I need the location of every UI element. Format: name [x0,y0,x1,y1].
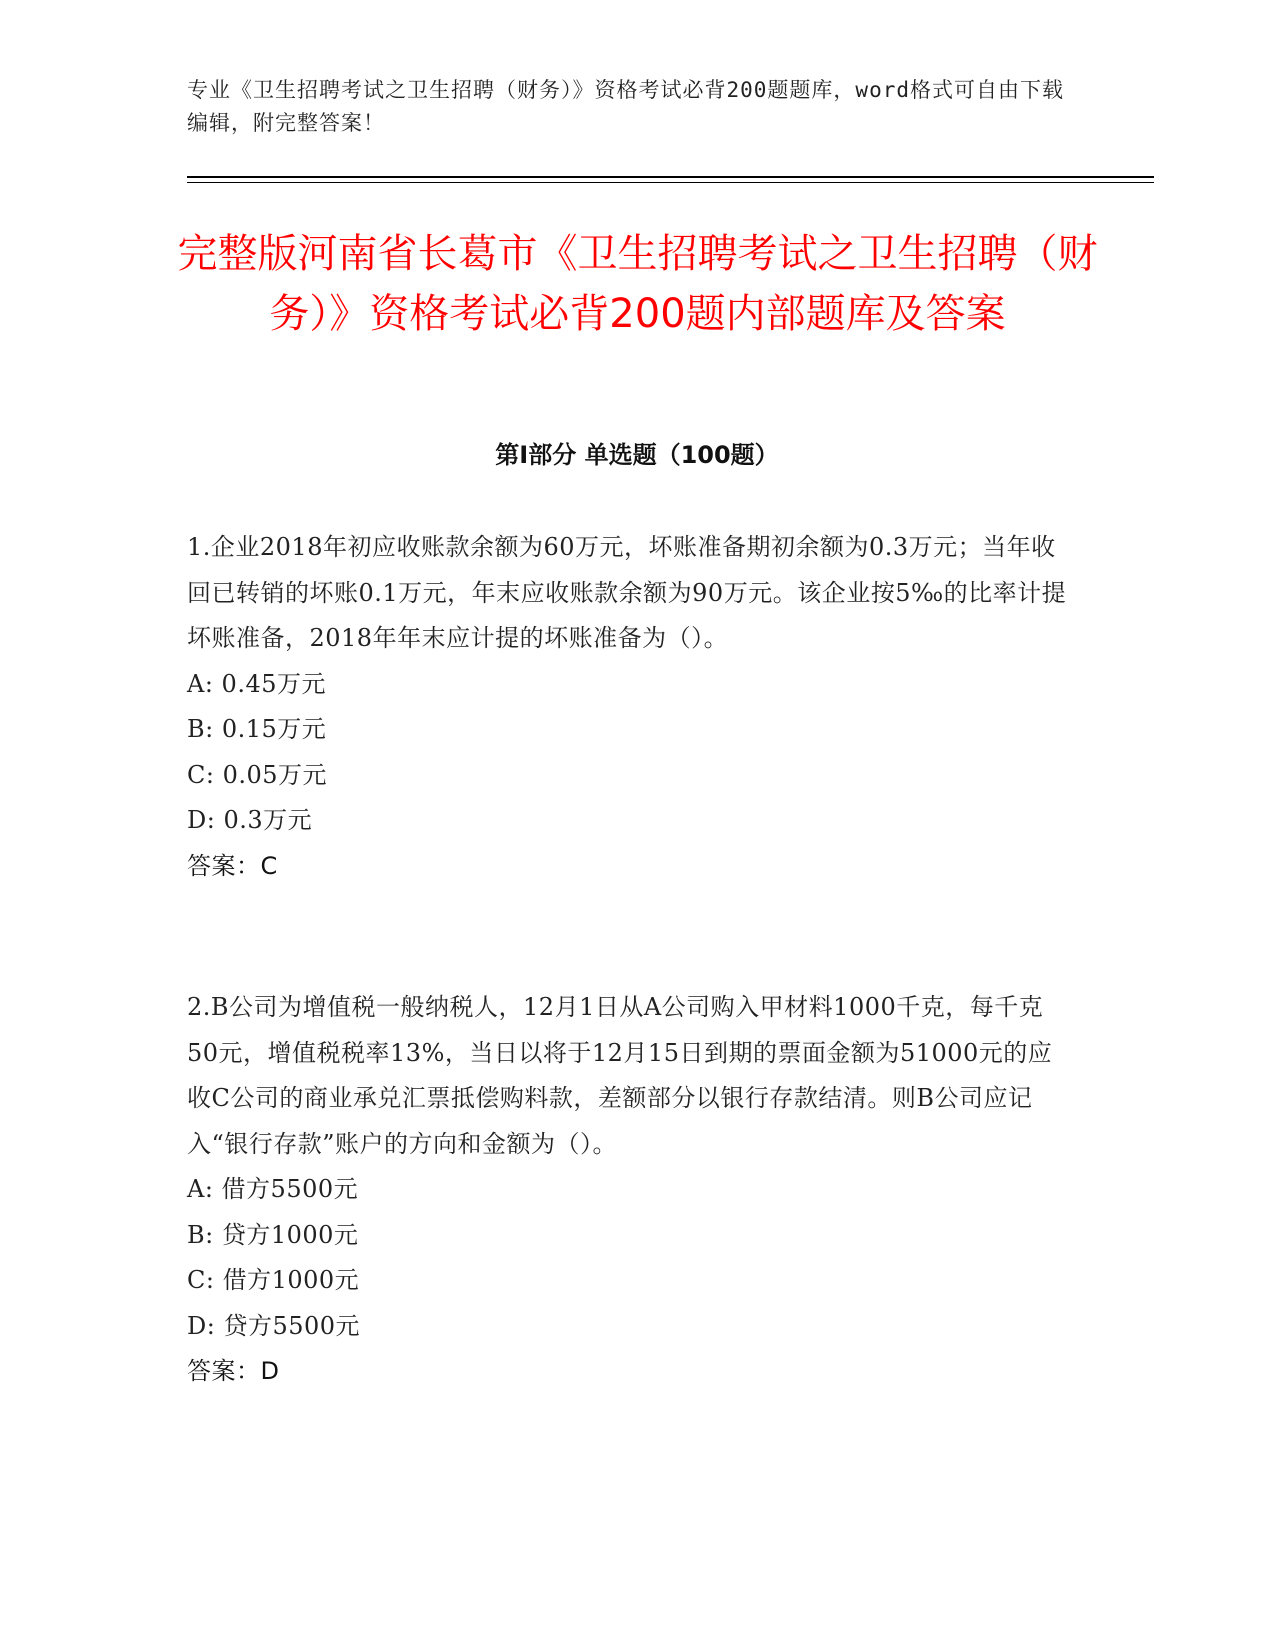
option-d: D: 贷方5500元 [187,1311,361,1340]
document-title: 完整版河南省长葛市《卫生招聘考试之卫生招聘（财务）》资格考试必背200题内部题库及答案 [177,231,1098,337]
option-d: D: 0.3万元 [187,806,313,834]
option-a: A: 0.45万元 [187,669,326,698]
header-divider-thin [187,182,1154,183]
option-a: A: 借方5500元 [187,1175,359,1203]
header-note: 专业《卫生招聘考试之卫生招聘（财务）》资格考试必背200题题库，word格式可自由下载编辑，附完整答案！ [187,78,1064,135]
question-stem: 1.企业2018年初应收账款余额为60万元，坏账准备期初余额为0.3万元；当年收回已转销的坏账0.1万元，年末应收账款余额为90万元。该企业按5‰的比率计提坏账准备，2018年年末应计提的坏账准备为（）。 [187,533,1067,652]
header-divider-thick [187,176,1154,178]
option-c: C: 0.05万元 [187,760,328,789]
answer: 答案：C [187,851,278,880]
answer: 答案：D [187,1357,280,1385]
question-stem: 2.B公司为增值税一般纳税人，12月1日从A公司购入甲材料1000千克，每千克50元，增值税税率13%，当日以将于12月15日到期的票面金额为51000元的应收C公司的商业承兑汇票抵偿购料款，差额部分以银行存款结清。则B公司应记入“银行存款”账户的方向和金额为（）。 [187,993,1053,1158]
option-b: B: 0.15万元 [187,715,327,743]
option-b: B: 贷方1000元 [187,1220,359,1249]
section-title: 第I部分 单选题（100题） [495,441,779,469]
option-c: C: 借方1000元 [187,1266,360,1294]
question-2 [187,985,1067,1395]
question-1 [187,525,1067,889]
